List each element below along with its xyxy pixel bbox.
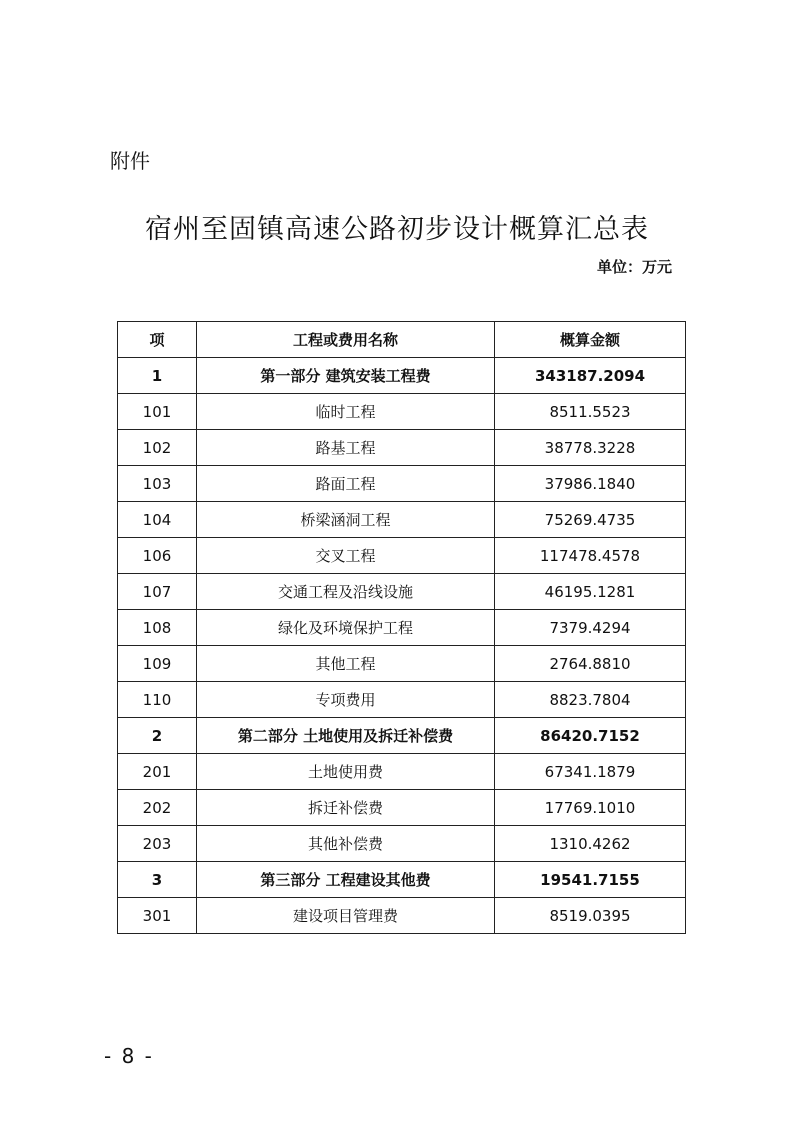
page-number: - 8 - [104,1044,154,1068]
cell-name: 临时工程 [197,394,495,430]
cell-amount: 46195.1281 [495,574,686,610]
table-row [118,790,686,826]
table-row-part [118,718,686,754]
table-row [118,646,686,682]
header-item: 项 [118,322,197,358]
cell-item: 3 [118,862,197,898]
cell-name: 桥梁涵洞工程 [197,502,495,538]
cell-name: 其他工程 [197,646,495,682]
cell-amount: 19541.7155 [495,862,686,898]
cell-item: 201 [118,754,197,790]
cell-amount: 8823.7804 [495,682,686,718]
cell-item: 2 [118,718,197,754]
cell-amount: 75269.4735 [495,502,686,538]
cell-name: 建设项目管理费 [197,898,495,934]
cell-item: 301 [118,898,197,934]
cell-amount: 1310.4262 [495,826,686,862]
table-body [118,358,686,934]
cell-amount: 86420.7152 [495,718,686,754]
cell-item: 104 [118,502,197,538]
cell-amount: 117478.4578 [495,538,686,574]
unit-label: 单位：万元 [596,258,672,276]
table-row [118,574,686,610]
cell-amount: 343187.2094 [495,358,686,394]
table-row [118,466,686,502]
table-row-part [118,358,686,394]
cell-amount: 7379.4294 [495,610,686,646]
cell-name: 第二部分 土地使用及拆迁补偿费 [197,718,495,754]
table-row [118,754,686,790]
cell-item: 1 [118,358,197,394]
cell-item: 108 [118,610,197,646]
cell-amount: 38778.3228 [495,430,686,466]
cell-item: 103 [118,466,197,502]
cell-item: 202 [118,790,197,826]
cell-amount: 17769.1010 [495,790,686,826]
table-row [118,826,686,862]
table-row [118,430,686,466]
cell-name: 交叉工程 [197,538,495,574]
cell-amount: 67341.1879 [495,754,686,790]
cell-amount: 37986.1840 [495,466,686,502]
cell-item: 102 [118,430,197,466]
cell-item: 106 [118,538,197,574]
cell-amount: 2764.8810 [495,646,686,682]
cell-item: 109 [118,646,197,682]
cell-amount: 8511.5523 [495,394,686,430]
cell-name: 专项费用 [197,682,495,718]
cell-name: 绿化及环境保护工程 [197,610,495,646]
cell-name: 路基工程 [197,430,495,466]
cell-item: 101 [118,394,197,430]
cell-item: 107 [118,574,197,610]
table-row [118,682,686,718]
cell-name: 第一部分 建筑安装工程费 [197,358,495,394]
page-title: 宿州至固镇高速公路初步设计概算汇总表 [145,214,649,245]
cell-name: 拆迁补偿费 [197,790,495,826]
table-row [118,898,686,934]
header-amount: 概算金额 [495,322,686,358]
table-header-row [118,322,686,358]
header-name: 工程或费用名称 [197,322,495,358]
table-row [118,610,686,646]
table-row [118,394,686,430]
cell-name: 土地使用费 [197,754,495,790]
budget-summary-table [117,321,686,934]
table-row-part [118,862,686,898]
attachment-label: 附件 [110,149,150,173]
cell-name: 第三部分 工程建设其他费 [197,862,495,898]
cell-amount: 8519.0395 [495,898,686,934]
table-row [118,502,686,538]
cell-name: 路面工程 [197,466,495,502]
cell-name: 交通工程及沿线设施 [197,574,495,610]
cell-item: 203 [118,826,197,862]
cell-name: 其他补偿费 [197,826,495,862]
table-row [118,538,686,574]
cell-item: 110 [118,682,197,718]
